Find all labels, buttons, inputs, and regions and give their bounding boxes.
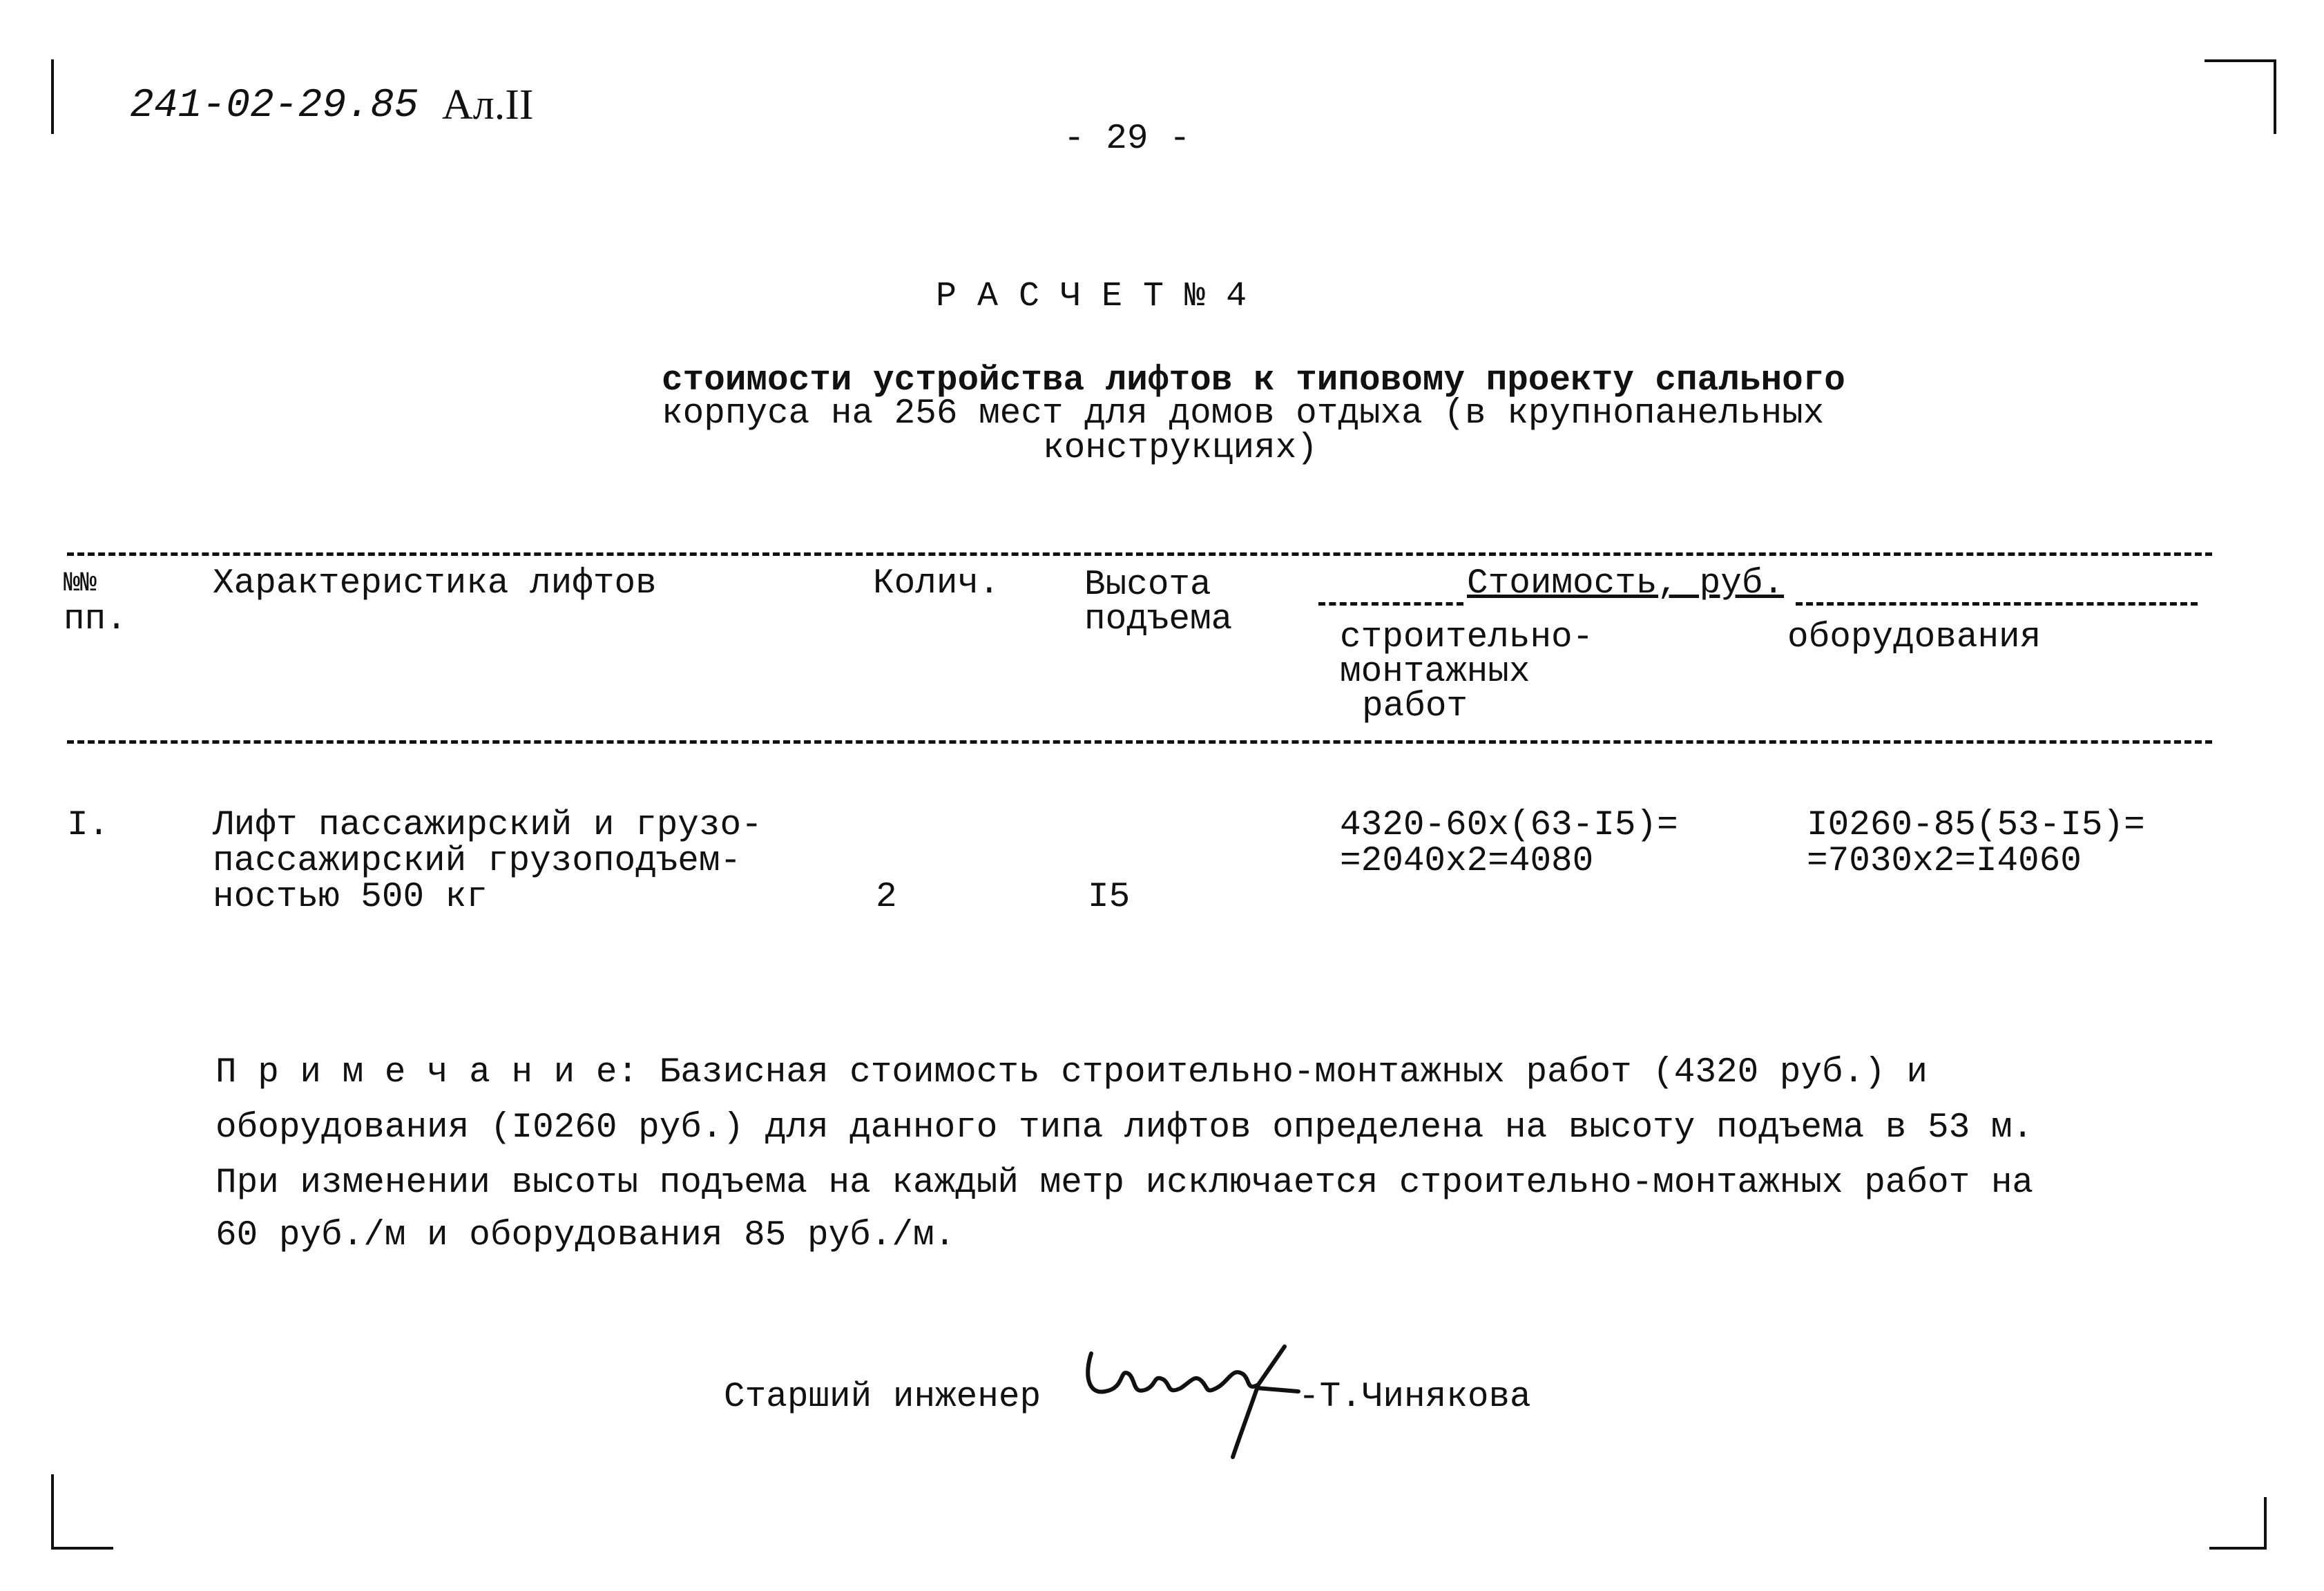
row-characteristic-3: ностью 500 кг	[213, 878, 488, 917]
col-height-header-2: подъема	[1084, 600, 1233, 639]
page-number: - 29 -	[1064, 119, 1191, 159]
note-text-1: Базисная стоимость строительно-монтажных работ (4320 руб.) и	[638, 1053, 1928, 1092]
signer-name: -Т.Чинякова	[1298, 1378, 1531, 1417]
subtitle-line-3: конструкциях)	[1043, 429, 1318, 468]
corner-mark-bottom-left	[51, 1474, 54, 1549]
col-num-header-2: пп.	[64, 600, 127, 639]
row-quantity: 2	[876, 878, 897, 917]
corner-mark-bottom-right-h	[2209, 1547, 2267, 1550]
cost-rule-right	[1796, 602, 2198, 606]
row-num: I.	[67, 806, 110, 845]
col-characteristic-header: Характеристика лифтов	[213, 564, 657, 604]
note-line-3: При изменении высоты подъема на каждый метр исключается строительно-монтажных работ на	[215, 1164, 2034, 1203]
col-construction-header-1: строительно-	[1340, 618, 1594, 657]
row-equipment-2: =7030x2=I4060	[1807, 842, 2082, 881]
doc-code: 241-02-29.85	[130, 84, 419, 128]
col-quantity-header: Колич.	[873, 564, 1000, 604]
corner-mark-bottom-right	[2264, 1497, 2267, 1550]
corner-mark-top-right-v	[2274, 59, 2276, 134]
col-equipment-header: оборудования	[1787, 618, 2042, 657]
col-construction-header-3: работ	[1362, 687, 1468, 726]
note-line-2: оборудования (I0260 руб.) для данного типа лифтов определена на высоту подъема в 53 м.	[215, 1108, 2034, 1148]
corner-mark-top-left	[51, 59, 54, 134]
note-line-1	[215, 1055, 1928, 1091]
subtitle-line-1: стоимости устройства лифтов к типовому проекту спального	[662, 361, 1845, 401]
row-equipment-1: I0260-85(53-I5)=	[1807, 806, 2145, 845]
corner-mark-top-right	[2205, 59, 2276, 62]
note-label: П р и м е ч а н и е:	[215, 1053, 639, 1092]
handwritten-signature	[1077, 1326, 1312, 1464]
subtitle-line-2: корпуса на 256 мест для домов отдыха (в крупнопанельных	[662, 394, 1825, 434]
row-height: I5	[1088, 878, 1131, 917]
col-cost-header: Стоимость, руб.	[1467, 564, 1785, 604]
cost-rule-left	[1318, 602, 1463, 606]
col-num-header-1: №№	[64, 568, 97, 599]
table-top-rule	[67, 552, 2212, 556]
corner-mark-bottom-left-h	[51, 1547, 113, 1550]
col-height-header-1: Высота	[1084, 566, 1211, 605]
signer-position: Старший инженер	[724, 1378, 1041, 1417]
sheet-label: Ал.II	[442, 81, 534, 128]
note-line-4: 60 руб./м и оборудования 85 руб./м.	[215, 1216, 956, 1255]
col-construction-header-2: монтажных	[1340, 653, 1530, 692]
document-title: Р А С Ч Е Т № 4	[936, 277, 1247, 316]
row-characteristic-1: Лифт пассажирский и грузо-	[213, 806, 762, 845]
row-construction-2: =2040x2=4080	[1340, 842, 1594, 881]
row-characteristic-2: пассажирский грузоподъем-	[213, 842, 742, 881]
table-header-rule	[67, 740, 2212, 744]
row-construction-1: 4320-60x(63-I5)=	[1340, 806, 1678, 845]
